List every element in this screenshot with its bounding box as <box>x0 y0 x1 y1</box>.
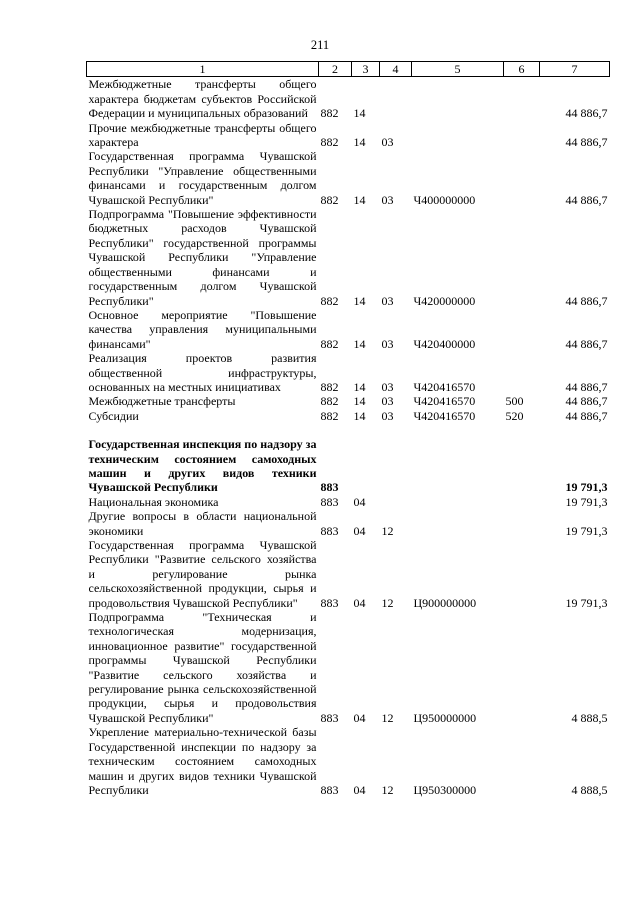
code-vr <box>504 495 540 509</box>
amount: 44 886,7 <box>565 135 608 150</box>
code-rz: 04 <box>353 494 366 509</box>
code-gr: 883 <box>320 595 339 610</box>
code-pr: 12 <box>381 710 394 725</box>
budget-table <box>86 61 610 797</box>
amount: 44 886,7 <box>565 408 608 423</box>
code-vr <box>504 207 540 308</box>
table-row <box>87 495 610 509</box>
amount: 19 791,3 <box>565 480 608 495</box>
code-csr: Ч420000000 <box>413 293 476 308</box>
amount: 44 886,7 <box>565 336 608 351</box>
code-rz: 04 <box>353 523 366 538</box>
code-vr <box>504 610 540 725</box>
code-pr: 03 <box>381 394 394 409</box>
code-vr <box>504 308 540 351</box>
item-name: Подпрограмма "Повышение эффективности бюджетных расходов Чувашской Республики" государственной программы Чувашской Республики "Управление общественными финансами и государственным долгом Чувашской Республики" <box>88 207 317 308</box>
header-row <box>87 62 610 77</box>
table-row <box>87 538 610 610</box>
table-row <box>87 394 610 408</box>
code-csr: Ц900000000 <box>413 595 477 610</box>
code-gr: 883 <box>320 523 339 538</box>
code-pr <box>380 437 412 495</box>
code-csr <box>412 77 504 121</box>
code-pr: 03 <box>381 293 394 308</box>
table-row <box>87 149 610 207</box>
code-rz: 04 <box>353 782 366 797</box>
code-csr <box>412 509 504 538</box>
amount: 19 791,3 <box>565 523 608 538</box>
code-csr: Ц950000000 <box>413 710 477 725</box>
code-csr: Ч420416570 <box>413 394 476 409</box>
code-rz: 04 <box>353 595 366 610</box>
table-row <box>87 725 610 797</box>
code-rz <box>352 437 380 495</box>
table-row <box>87 308 610 351</box>
table-row <box>87 610 610 725</box>
item-name: Государственная программа Чувашской Республики "Развитие сельского хозяйства и регулирование рынка сельскохозяйственной продукции, сырья и продовольствия Чувашской Республики" <box>88 538 317 610</box>
code-pr: 12 <box>381 782 394 797</box>
code-pr <box>380 495 412 509</box>
code-gr: 883 <box>320 480 339 495</box>
code-vr: 500 <box>505 394 524 409</box>
code-gr: 882 <box>320 293 339 308</box>
code-csr <box>412 437 504 495</box>
code-gr: 882 <box>320 106 339 121</box>
code-rz: 14 <box>353 394 366 409</box>
header-cell: 3 <box>352 62 380 77</box>
amount: 19 791,3 <box>565 595 608 610</box>
code-rz: 14 <box>353 293 366 308</box>
code-pr: 12 <box>381 523 394 538</box>
header-cell: 4 <box>380 62 412 77</box>
page-number: 211 <box>310 38 330 52</box>
amount: 44 886,7 <box>565 293 608 308</box>
spacer-row <box>87 423 610 437</box>
header-cell: 1 <box>87 62 319 77</box>
code-rz: 14 <box>353 192 366 207</box>
item-name: Государственная инспекция по надзору за техническим состоянием самоходных машин и других видов техники Чувашской Республики <box>88 437 317 495</box>
item-name: Межбюджетные трансферты <box>88 394 236 409</box>
table-row <box>87 121 610 150</box>
code-vr <box>504 725 540 797</box>
code-pr: 12 <box>381 595 394 610</box>
item-name: Реализация проектов развития общественной инфраструктуры, основанных на местных инициативах <box>88 351 317 394</box>
item-name: Межбюджетные трансферты общего характера бюджетам субъектов Российской Федерации и муниципальных образований <box>88 77 317 121</box>
code-vr <box>504 149 540 207</box>
header-cell: 5 <box>412 62 504 77</box>
code-vr <box>504 437 540 495</box>
amount: 44 886,7 <box>565 192 608 207</box>
table-row <box>87 409 610 423</box>
table-row <box>87 437 610 495</box>
code-gr: 882 <box>320 408 339 423</box>
code-rz: 14 <box>353 379 366 394</box>
item-name: Другие вопросы в области национальной экономики <box>88 509 317 538</box>
header-cell: 7 <box>540 62 610 77</box>
table-row <box>87 77 610 121</box>
code-gr: 882 <box>320 192 339 207</box>
code-csr: Ч420416570 <box>413 379 476 394</box>
header-cell: 2 <box>319 62 352 77</box>
item-name: Субсидии <box>88 408 139 423</box>
table-row <box>87 207 610 308</box>
code-gr: 882 <box>320 336 339 351</box>
table-row <box>87 509 610 538</box>
item-name: Укрепление материально-технической базы Государственной инспекции по надзору за техническим состоянием самоходных машин и других видов техники Чувашской Республики <box>88 725 317 797</box>
code-gr: 882 <box>320 394 339 409</box>
code-pr: 03 <box>381 336 394 351</box>
item-name: Прочие межбюджетные трансферты общего характера <box>88 120 317 150</box>
code-gr: 883 <box>320 494 339 509</box>
code-csr <box>412 121 504 150</box>
code-vr <box>504 121 540 150</box>
spacer-cell <box>87 423 610 437</box>
code-gr: 883 <box>320 782 339 797</box>
code-csr <box>412 495 504 509</box>
table-row <box>87 351 610 394</box>
amount: 44 886,7 <box>565 379 608 394</box>
code-vr <box>504 538 540 610</box>
header-cell: 6 <box>504 62 540 77</box>
code-vr: 520 <box>505 408 524 423</box>
item-name: Подпрограмма "Техническая и технологическая модернизация, инновационное развитие" государственной программы Чувашской Республики "Развитие сельского хозяйства и регулирование рынка сельскохозяйственной продукции, сырья и продовольствия Чувашской Республики" <box>88 610 317 725</box>
code-csr: Ч400000000 <box>413 192 476 207</box>
item-name: Основное мероприятие "Повышение качества управления муниципальными финансами" <box>88 307 317 351</box>
code-vr <box>504 351 540 394</box>
item-name: Национальная экономика <box>88 494 219 509</box>
code-gr: 882 <box>320 379 339 394</box>
table-body <box>87 77 610 797</box>
amount: 4 888,5 <box>571 710 608 725</box>
code-pr: 03 <box>381 192 394 207</box>
amount: 4 888,5 <box>571 782 608 797</box>
code-gr: 882 <box>320 135 339 150</box>
code-pr <box>380 77 412 121</box>
amount: 44 886,7 <box>565 106 608 121</box>
code-rz: 04 <box>353 710 366 725</box>
code-vr <box>504 509 540 538</box>
code-csr: Ч420416570 <box>413 408 476 423</box>
code-rz: 14 <box>353 336 366 351</box>
code-csr: Ц950300000 <box>413 782 477 797</box>
code-rz: 14 <box>353 106 366 121</box>
code-pr: 03 <box>381 379 394 394</box>
code-pr: 03 <box>381 408 394 423</box>
code-csr: Ч420400000 <box>413 336 476 351</box>
item-name: Государственная программа Чувашской Республики "Управление общественными финансами и государственным долгом Чувашской Республики" <box>88 149 317 207</box>
code-rz: 14 <box>353 135 366 150</box>
code-vr <box>504 77 540 121</box>
code-pr: 03 <box>381 135 394 150</box>
code-rz: 14 <box>353 408 366 423</box>
amount: 19 791,3 <box>565 494 608 509</box>
amount: 44 886,7 <box>565 394 608 409</box>
code-gr: 883 <box>320 710 339 725</box>
